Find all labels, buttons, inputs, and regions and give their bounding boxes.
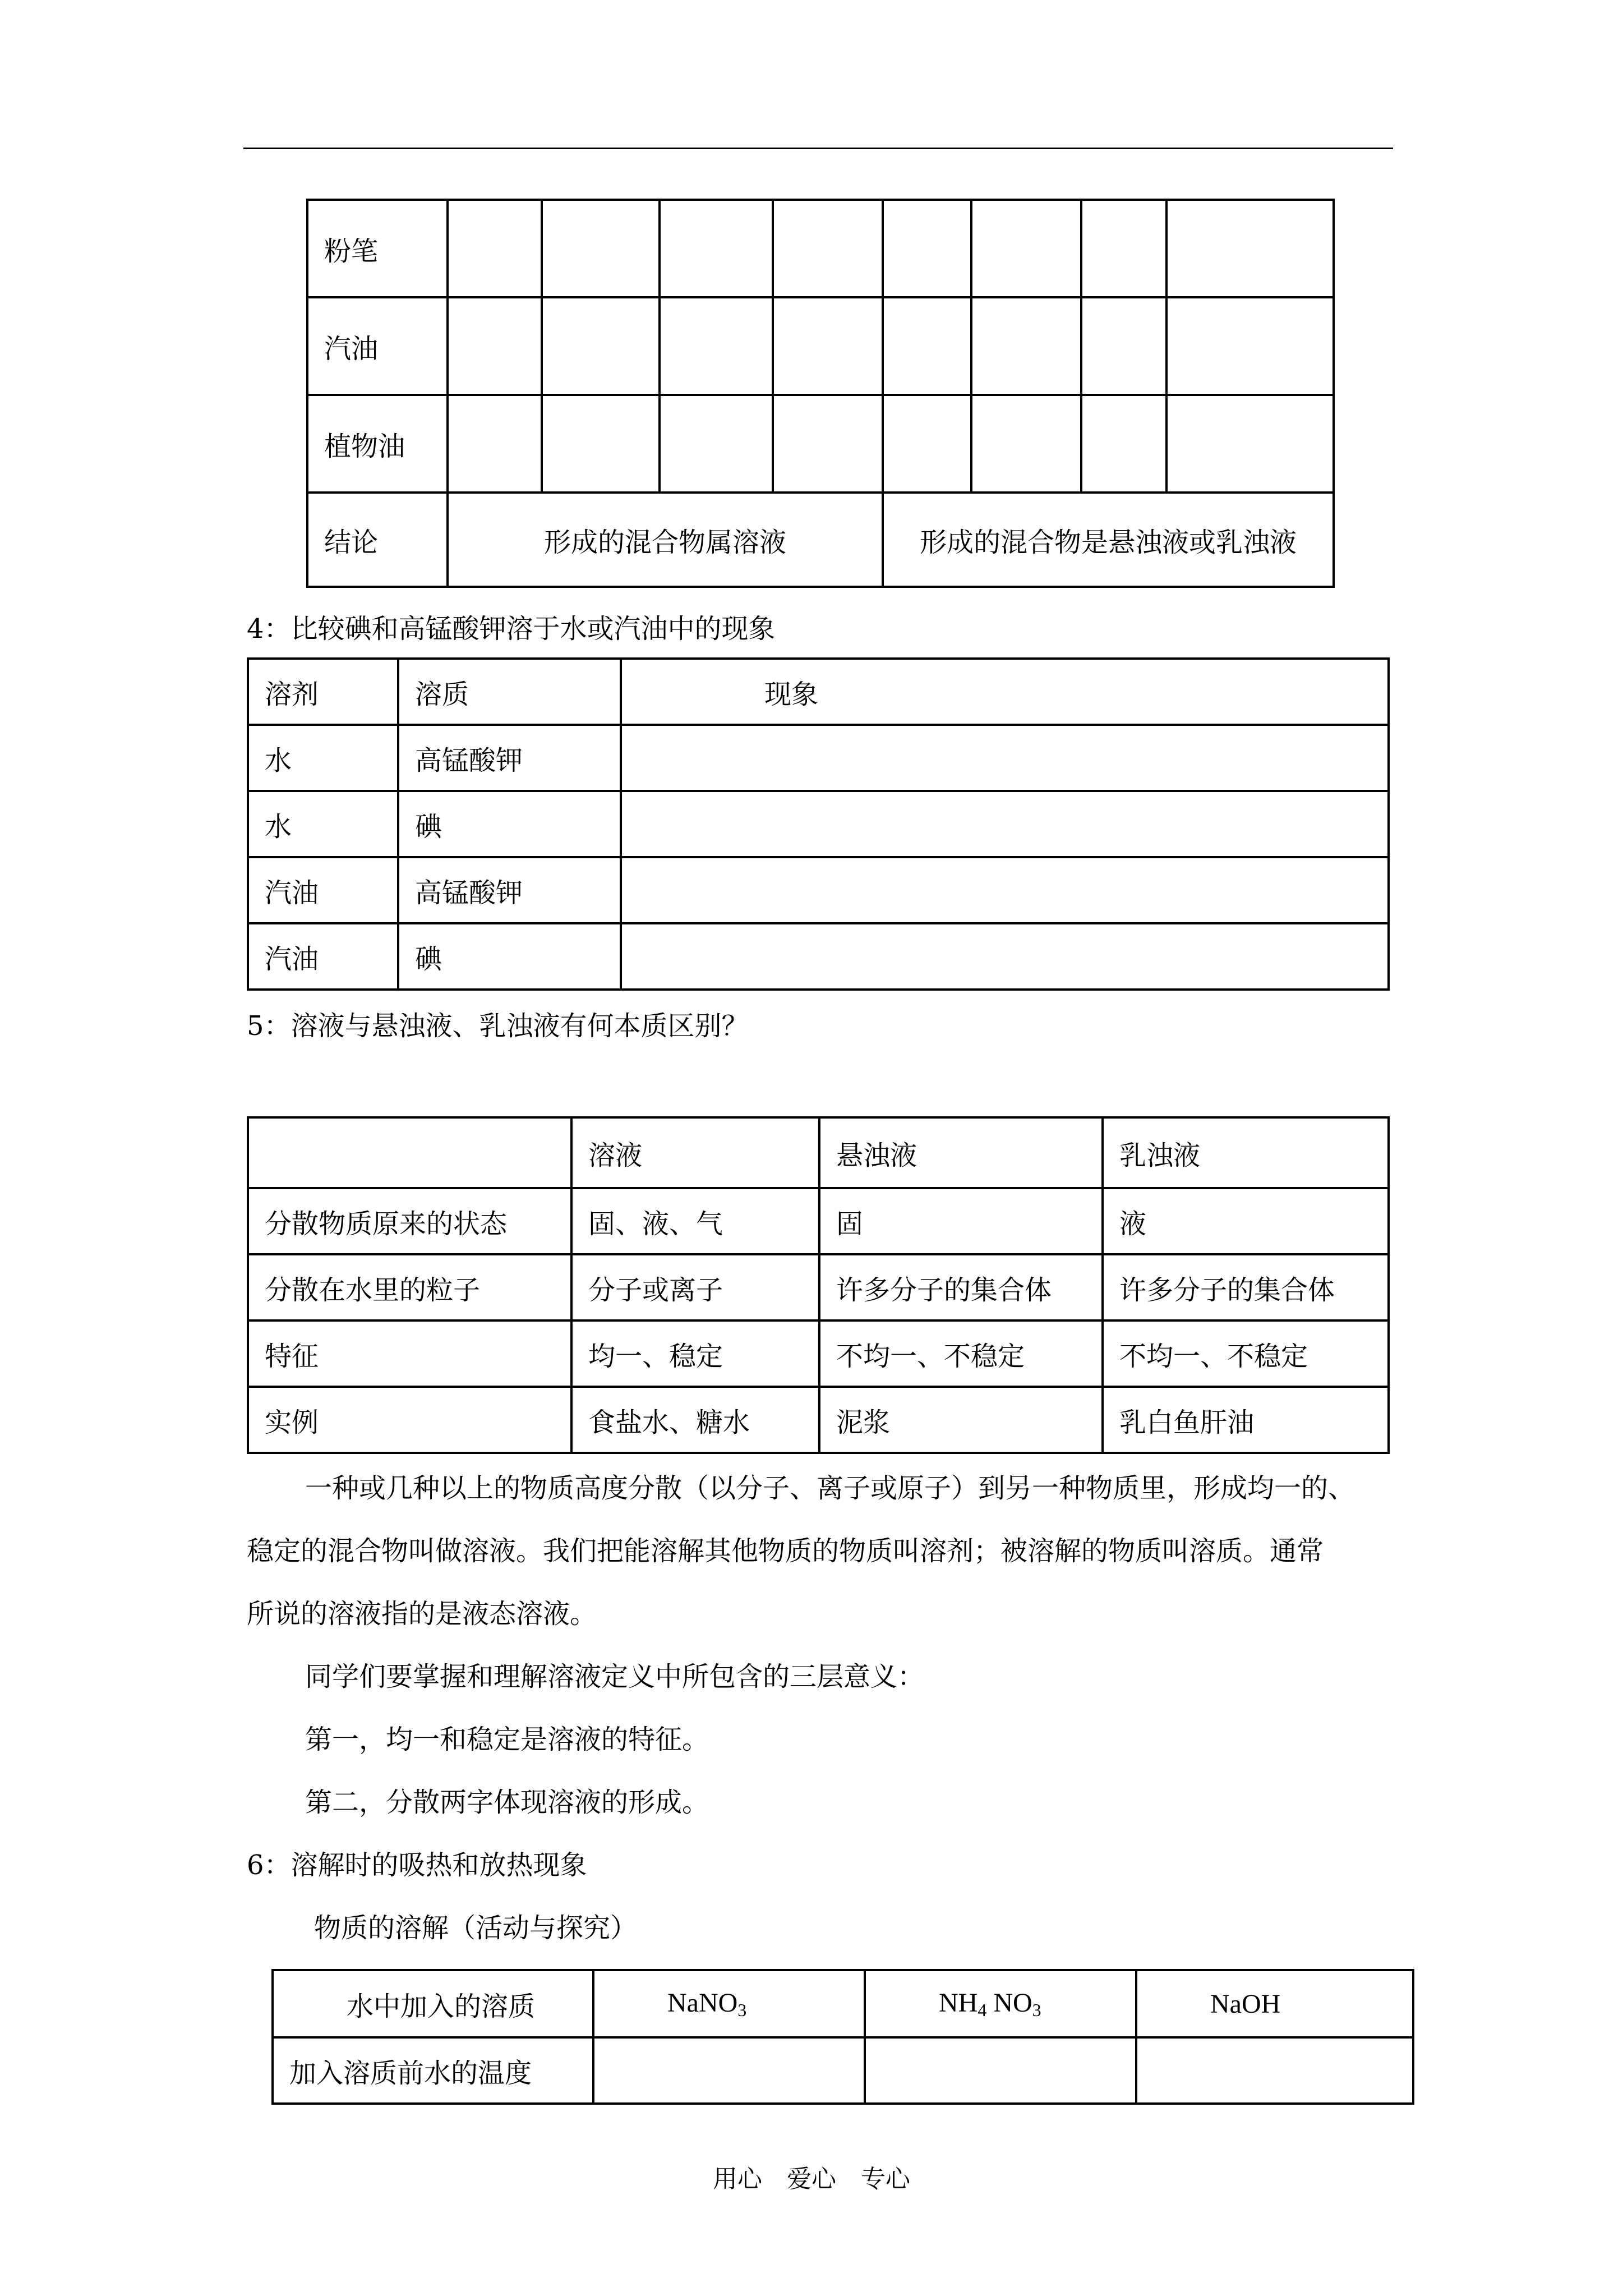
table-cell xyxy=(865,2037,1136,2104)
table-cell: 均一、稳定 xyxy=(571,1320,819,1387)
row-label: 粉笔 xyxy=(307,200,448,297)
section-6-heading: 6：溶解时的吸热和放热现象 xyxy=(247,1849,587,1881)
table-cell: 固 xyxy=(819,1188,1103,1254)
row-label: 植物油 xyxy=(307,395,448,493)
paragraph-line: 一种或几种以上的物质高度分散（以分子、离子或原子）到另一种物质里，形成均一的、 xyxy=(305,1473,1355,1504)
dissolution-table xyxy=(271,1969,1414,2105)
table-row xyxy=(307,297,1334,395)
table-row xyxy=(248,857,1389,923)
table-cell: 分子或离子 xyxy=(571,1254,819,1320)
iodine-permanganate-table xyxy=(247,657,1390,991)
table-row xyxy=(248,791,1389,857)
section-5-heading: 5：溶液与悬浊液、乳浊液有何本质区别？ xyxy=(247,1010,749,1042)
table-header-row xyxy=(248,659,1389,725)
cell-phenomenon xyxy=(621,791,1389,857)
comparison-table xyxy=(247,1116,1390,1454)
table-row xyxy=(307,200,1334,297)
table-cell: 不均一、不稳定 xyxy=(819,1320,1103,1387)
solubility-table xyxy=(306,199,1335,588)
table-cell: 固、液、气 xyxy=(571,1188,819,1254)
table-row xyxy=(248,1320,1389,1387)
table-cell: 液 xyxy=(1103,1188,1389,1254)
table-row xyxy=(248,1254,1389,1320)
header-phenomenon: 现象 xyxy=(621,659,1389,725)
table-row xyxy=(273,1970,1413,2037)
cell-phenomenon xyxy=(621,923,1389,990)
row-label: 实例 xyxy=(248,1387,571,1453)
row-label: 汽油 xyxy=(307,297,448,395)
row-label: 分散物质原来的状态 xyxy=(248,1188,571,1254)
header-blank xyxy=(248,1117,571,1188)
table-row xyxy=(248,725,1389,791)
row-label: 水中加入的溶质 xyxy=(273,1970,593,2037)
paragraph-line: 第二，分散两字体现溶液的形成。 xyxy=(305,1787,709,1818)
table-cell: 泥浆 xyxy=(819,1387,1103,1453)
cell-solute: 高锰酸钾 xyxy=(398,857,621,923)
cell-solute: 高锰酸钾 xyxy=(398,725,621,791)
table-row xyxy=(248,1387,1389,1453)
cell-phenomenon xyxy=(621,857,1389,923)
paragraph-line: 所说的溶液指的是液态溶液。 xyxy=(247,1598,597,1630)
header-solvent: 溶剂 xyxy=(248,659,398,725)
table-cell: 乳白鱼肝油 xyxy=(1103,1387,1389,1453)
section-6-subheading: 物质的溶解（活动与探究） xyxy=(314,1912,638,1944)
table-cell: 食盐水、糖水 xyxy=(571,1387,819,1453)
table-cell: 许多分子的集合体 xyxy=(1103,1254,1389,1320)
conclusion-row xyxy=(307,493,1334,587)
cell-phenomenon xyxy=(621,725,1389,791)
table-cell xyxy=(1136,2037,1413,2104)
paragraph-line: 第一，均一和稳定是溶液的特征。 xyxy=(305,1724,709,1755)
table-row xyxy=(273,2037,1413,2104)
cell-solvent: 汽油 xyxy=(248,923,398,990)
conclusion-suspension: 形成的混合物是悬浊液或乳浊液 xyxy=(883,493,1334,587)
header-rule xyxy=(243,148,1393,149)
header-solution: 溶液 xyxy=(571,1117,819,1188)
table-row xyxy=(248,923,1389,990)
header-solute: 溶质 xyxy=(398,659,621,725)
page-footer: 用心 爱心 专心 xyxy=(713,2165,910,2193)
cell-solute: 碘 xyxy=(398,791,621,857)
row-label: 分散在水里的粒子 xyxy=(248,1254,571,1320)
table-cell xyxy=(593,2037,865,2104)
paragraph-line: 同学们要掌握和理解溶液定义中所包含的三层意义： xyxy=(305,1661,925,1692)
row-label: 特征 xyxy=(248,1320,571,1387)
cell-solvent: 汽油 xyxy=(248,857,398,923)
header-emulsion: 乳浊液 xyxy=(1103,1117,1389,1188)
solute-nh4no3: $NH_4$ $NO_3$ xyxy=(865,1970,1136,2037)
section-4-heading: 4：比较碘和高锰酸钾溶于水或汽油中的现象 xyxy=(247,613,776,645)
cell-solvent: 水 xyxy=(248,791,398,857)
cell-solute: 碘 xyxy=(398,923,621,990)
header-suspension: 悬浊液 xyxy=(819,1117,1103,1188)
solute-nano3: NaNO$_3$ xyxy=(593,1970,865,2037)
table-cell: 不均一、不稳定 xyxy=(1103,1320,1389,1387)
table-cell: 许多分子的集合体 xyxy=(819,1254,1103,1320)
cell-solvent: 水 xyxy=(248,725,398,791)
table-header-row xyxy=(248,1117,1389,1188)
solute-naoh: NaOH xyxy=(1136,1970,1413,2037)
table-row xyxy=(248,1188,1389,1254)
row-label: 加入溶质前水的温度 xyxy=(273,2037,593,2104)
paragraph-line: 稳定的混合物叫做溶液。我们把能溶解其他物质的物质叫溶剂；被溶解的物质叫溶质。通常 xyxy=(247,1535,1324,1567)
table-row xyxy=(307,395,1334,493)
conclusion-label: 结论 xyxy=(307,493,448,587)
conclusion-solution: 形成的混合物属溶液 xyxy=(448,493,883,587)
